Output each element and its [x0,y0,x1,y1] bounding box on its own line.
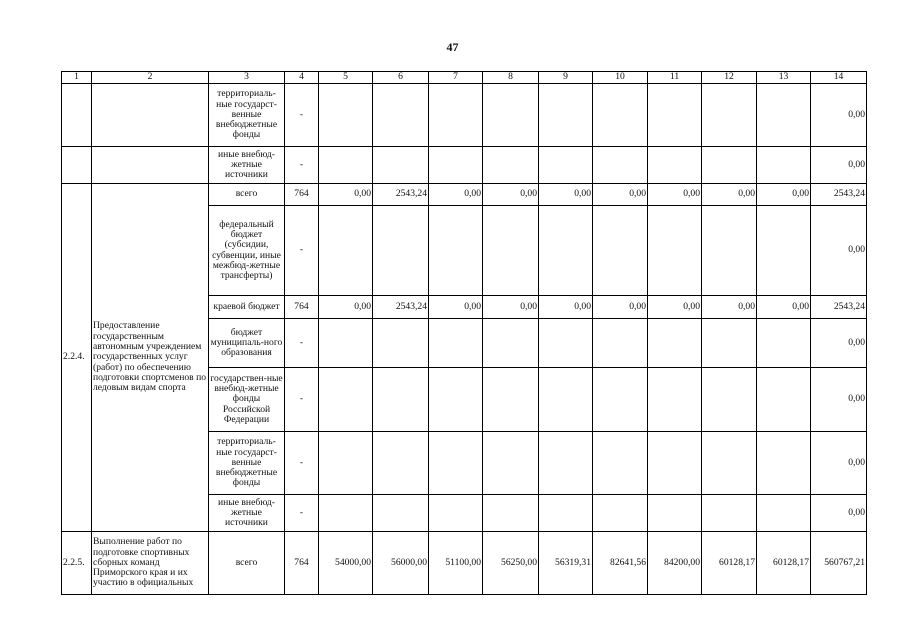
total-cell: 0,00 [811,147,867,184]
value-cell [483,432,539,495]
table-row [62,184,867,206]
description-cell [92,84,209,147]
item-description: Выполнение работ по подготовке спортивных сборных команд Приморского края и их участию в официальных [92,532,209,595]
value-cell [593,206,648,296]
value-cell: 2543,24 [373,296,429,319]
value-cell [757,432,811,495]
funding-source-cell: территориаль-ные государст-венные внебюджетные фонды [209,84,285,147]
code-cell: - [285,368,319,432]
column-header: 4 [285,72,319,84]
value-cell [593,319,648,368]
index-cell [62,84,92,147]
budget-table [61,71,867,595]
column-header: 1 [62,72,92,84]
value-cell [319,147,373,184]
value-cell [702,432,757,495]
column-header: 13 [757,72,811,84]
value-cell: 0,00 [429,296,483,319]
column-header: 7 [429,72,483,84]
index-cell [62,147,92,184]
total-cell: 560767,21 [811,532,867,595]
value-cell [702,147,757,184]
value-cell: 60128,17 [757,532,811,595]
value-cell [483,495,539,532]
value-cell [429,84,483,147]
value-cell: 0,00 [757,184,811,206]
value-cell [757,206,811,296]
value-cell: 54000,00 [319,532,373,595]
value-cell [483,319,539,368]
value-cell [702,319,757,368]
column-header: 8 [483,72,539,84]
column-header: 12 [702,72,757,84]
value-cell [319,319,373,368]
description-cell [92,147,209,184]
code-cell: 764 [285,532,319,595]
value-cell: 0,00 [319,296,373,319]
value-cell [319,206,373,296]
total-cell: 0,00 [811,432,867,495]
value-cell [429,147,483,184]
value-cell [593,147,648,184]
value-cell [373,432,429,495]
value-cell: 84200,00 [648,532,702,595]
item-index: 2.2.4. [62,184,92,532]
value-cell: 0,00 [429,184,483,206]
code-cell: - [285,495,319,532]
code-cell: - [285,147,319,184]
value-cell [593,432,648,495]
value-cell: 0,00 [702,296,757,319]
table-row [62,147,867,184]
value-cell [757,147,811,184]
column-header: 6 [373,72,429,84]
value-cell: 0,00 [702,184,757,206]
total-cell: 0,00 [811,368,867,432]
total-cell: 0,00 [811,495,867,532]
column-header: 3 [209,72,285,84]
item-description: Предоставление государственным автономным учреждением государственных услуг (работ) по обеспечению подготовки спортсменов по ледовым видам спорта [92,184,209,532]
value-cell [648,368,702,432]
total-cell: 0,00 [811,84,867,147]
value-cell [648,206,702,296]
column-header: 2 [92,72,209,84]
funding-source-cell: государствен-ные внебюд-жетные фонды Российской Федерации [209,368,285,432]
value-cell [539,84,593,147]
value-cell: 0,00 [593,184,648,206]
value-cell: 0,00 [539,184,593,206]
value-cell [373,84,429,147]
funding-source-cell: федеральный бюджет (субсидии, субвенции, иные межбюд-жетные трансферты) [209,206,285,296]
code-cell: - [285,319,319,368]
value-cell [429,368,483,432]
value-cell [373,368,429,432]
value-cell [483,147,539,184]
value-cell [539,495,593,532]
value-cell [593,368,648,432]
value-cell: 51100,00 [429,532,483,595]
value-cell [483,368,539,432]
value-cell [319,368,373,432]
page-number: 47 [446,40,459,54]
value-cell: 60128,17 [702,532,757,595]
value-cell: 56250,00 [483,532,539,595]
funding-source-cell: территориаль-ные государст-венные внебюджетные фонды [209,432,285,495]
funding-source-cell: всего [209,532,285,595]
column-header: 14 [811,72,867,84]
code-cell: - [285,84,319,147]
value-cell: 56000,00 [373,532,429,595]
column-header: 5 [319,72,373,84]
total-cell: 0,00 [811,319,867,368]
value-cell [757,495,811,532]
value-cell [702,84,757,147]
value-cell [539,432,593,495]
value-cell [593,84,648,147]
value-cell [483,206,539,296]
value-cell: 0,00 [593,296,648,319]
value-cell [757,319,811,368]
funding-source-cell: иные внебюд-жетные источники [209,495,285,532]
column-header: 9 [539,72,593,84]
funding-source-cell: иные внебюд-жетные источники [209,147,285,184]
value-cell [429,319,483,368]
value-cell: 0,00 [757,296,811,319]
value-cell [757,368,811,432]
value-cell [539,206,593,296]
value-cell: 0,00 [319,184,373,206]
value-cell: 0,00 [648,296,702,319]
value-cell [373,319,429,368]
code-cell: 764 [285,184,319,206]
value-cell [429,432,483,495]
funding-source-cell: краевой бюджет [209,296,285,319]
value-cell [702,368,757,432]
value-cell [593,495,648,532]
funding-source-cell: бюджет муниципаль-ного образования [209,319,285,368]
value-cell [539,368,593,432]
value-cell [373,495,429,532]
value-cell [648,319,702,368]
value-cell [373,206,429,296]
value-cell: 82641,56 [593,532,648,595]
value-cell: 0,00 [648,184,702,206]
column-header: 10 [593,72,648,84]
column-header: 11 [648,72,702,84]
total-cell: 0,00 [811,206,867,296]
total-cell: 2543,24 [811,296,867,319]
value-cell [429,495,483,532]
value-cell [319,84,373,147]
value-cell [648,84,702,147]
header-row [62,72,867,84]
value-cell [648,147,702,184]
value-cell [483,84,539,147]
value-cell [319,495,373,532]
value-cell [702,495,757,532]
value-cell [319,432,373,495]
funding-source-cell: всего [209,184,285,206]
value-cell [757,84,811,147]
value-cell [539,319,593,368]
value-cell: 0,00 [483,184,539,206]
value-cell: 2543,24 [373,184,429,206]
value-cell: 0,00 [483,296,539,319]
value-cell [702,206,757,296]
item-index: 2.2.5. [62,532,92,595]
code-cell: - [285,432,319,495]
total-cell: 2543,24 [811,184,867,206]
value-cell [373,147,429,184]
value-cell [648,495,702,532]
table-row [62,84,867,147]
table-row [62,532,867,595]
value-cell: 0,00 [539,296,593,319]
code-cell: 764 [285,296,319,319]
value-cell [648,432,702,495]
value-cell: 56319,31 [539,532,593,595]
code-cell: - [285,206,319,296]
value-cell [539,147,593,184]
value-cell [429,206,483,296]
